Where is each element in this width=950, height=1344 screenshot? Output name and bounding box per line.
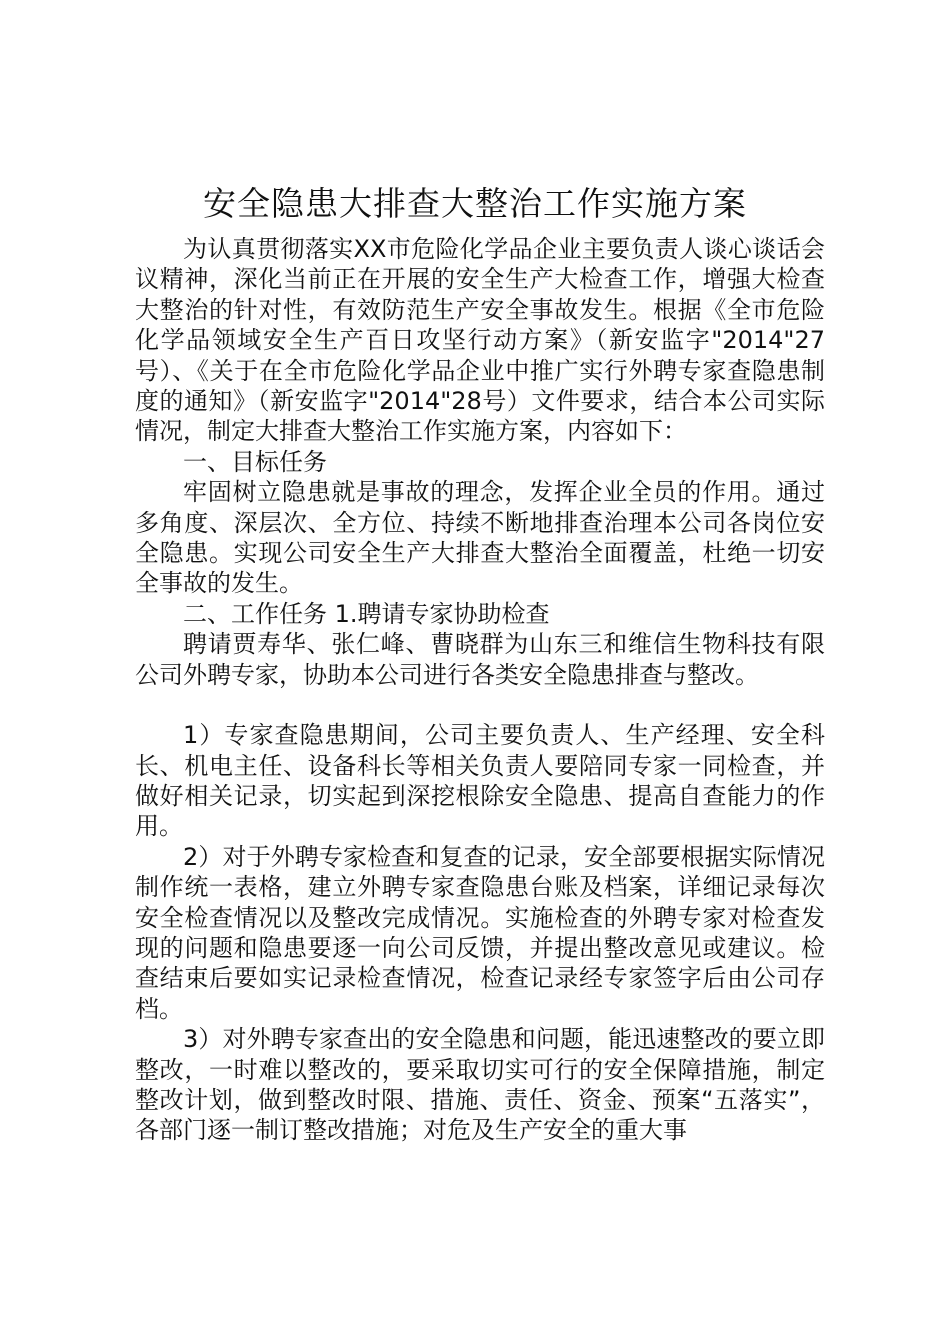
experts-paragraph: 聘请贾寿华、张仁峰、曹晓群为山东三和维信生物科技有限公司外聘专家，协助本公司进行各类安全隐患排查与整改。 [135,630,825,689]
document-body [135,234,825,1146]
item-2-paragraph: 2）对于外聘专家检查和复查的记录，安全部要根据实际情况制作统一表格，建立外聘专家查隐患台账及档案，详细记录每次安全检查情况以及整改完成情况。实施检查的外聘专家对检查发现的问题和隐患要逐一向公司反馈，并提出整改意见或建议。检查结束后要如实记录检查情况，检查记录经专家签字后由公司存档。 [135,842,825,1023]
goals-paragraph: 牢固树立隐患就是事故的理念，发挥企业全员的作用。通过多角度、深层次、全方位、持续不断地排查治理本公司各岗位安全隐患。实现公司安全生产大排查大整治全面覆盖，杜绝一切安全事故的发生。 [135,478,825,598]
section-heading-tasks: 二、工作任务 1.聘请专家协助检查 [183,599,550,628]
item-3-paragraph: 3）对外聘专家查出的安全隐患和问题，能迅速整改的要立即整改，一时难以整改的，要采取切实可行的安全保障措施，制定整改计划，做到整改时限、措施、责任、资金、预案“五落实”，各部门逐一制订整改措施；对危及生产安全的重大事 [135,1025,825,1145]
section-heading-goals: 一、目标任务 [183,447,327,476]
intro-paragraph: 为认真贯彻落实XX市危险化学品企业主要负责人谈心谈话会议精神，深化当前正在开展的安全生产大检查工作，增强大检查大整治的针对性，有效防范生产安全事故发生。根据《全市危险化学品领域安全生产百日攻坚行动方案》（新安监字"2014"27号）、《关于在全市危险化学品企业中推广实行外聘专家查隐患制度的通知》（新安监字"2014"28号）文件要求，结合本公司实际情况，制定大排查大整治工作实施方案，内容如下： [135,235,825,446]
document-title: 安全隐患大排查大整治工作实施方案 [203,184,747,223]
item-1-paragraph: 1）专家查隐患期间，公司主要负责人、生产经理、安全科长、机电主任、设备科长等相关负责人要陪同专家一同检查，并做好相关记录，切实起到深挖根除安全隐患、提高自查能力的作用。 [135,721,825,841]
blank-line [135,690,825,720]
